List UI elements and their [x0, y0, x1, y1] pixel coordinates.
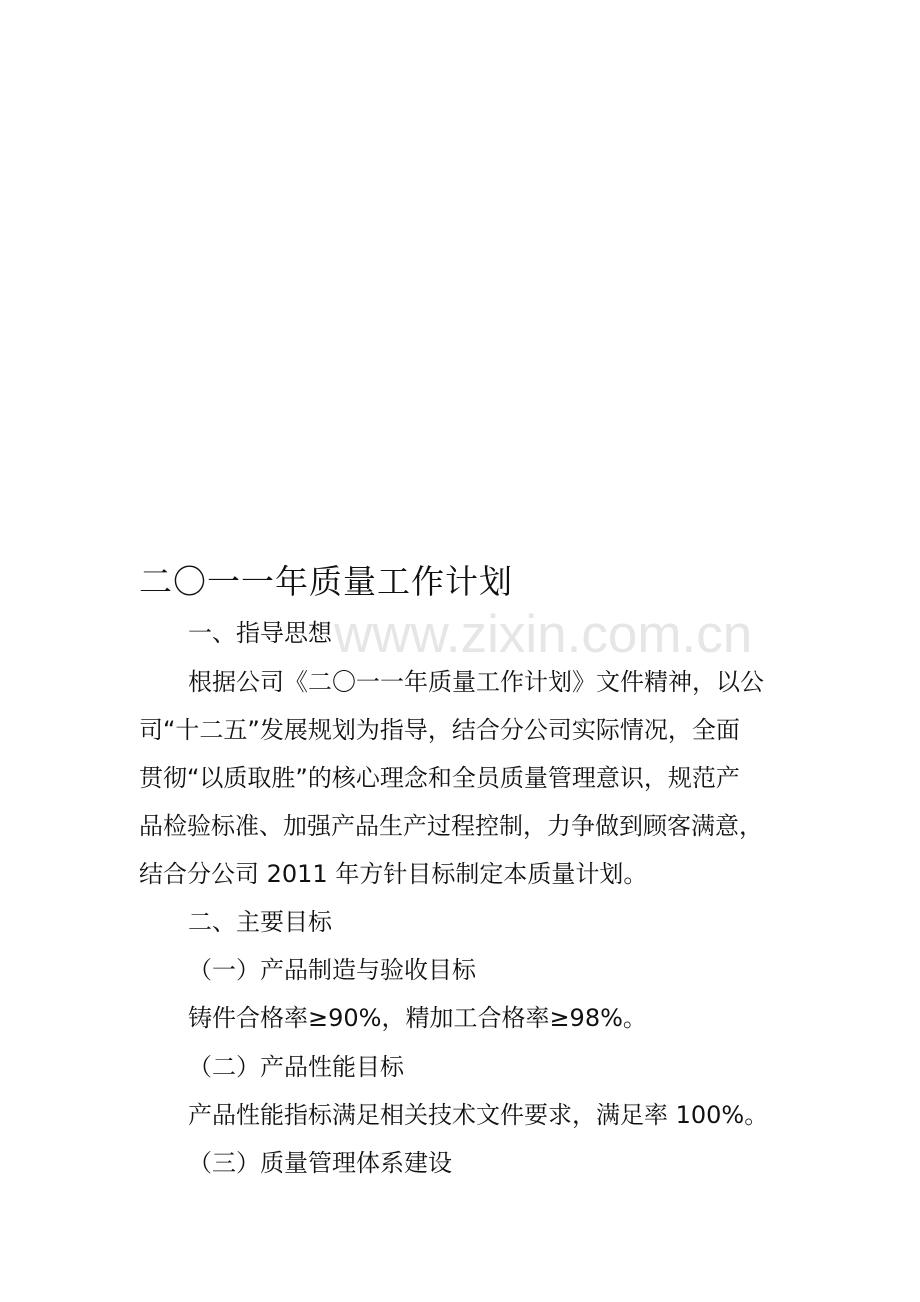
section-heading-guiding-thought: 一、指导思想 [188, 619, 332, 647]
paragraph-line: 贯彻“以质取胜”的核心理念和全员质量管理意识，规范产 [139, 764, 740, 792]
document-title: 二〇一一年质量工作计划 [139, 562, 513, 601]
subheading-quality-system: （三）质量管理体系建设 [188, 1149, 452, 1177]
subheading-manufacturing-goals: （一）产品制造与验收目标 [188, 956, 476, 984]
paragraph-line: 品检验标准、加强产品生产过程控制，力争做到顾客满意， [139, 812, 763, 840]
subheading-performance-goals: （二）产品性能目标 [188, 1053, 404, 1081]
section-heading-main-goals: 二、主要目标 [188, 908, 332, 936]
paragraph-line: 根据公司《二〇一一年质量工作计划》文件精神，以公 [188, 668, 764, 696]
paragraph-line: 结合分公司 2011 年方针目标制定本质量计划。 [139, 860, 648, 888]
paragraph-line: 司“十二五”发展规划为指导，结合分公司实际情况，全面 [139, 716, 740, 744]
watermark: www.zixin.com.cn [334, 605, 753, 664]
goal-line: 铸件合格率≥90%，精加工合格率≥98%。 [188, 1004, 647, 1032]
goal-line: 产品性能指标满足相关技术文件要求，满足率 100%。 [188, 1101, 769, 1129]
